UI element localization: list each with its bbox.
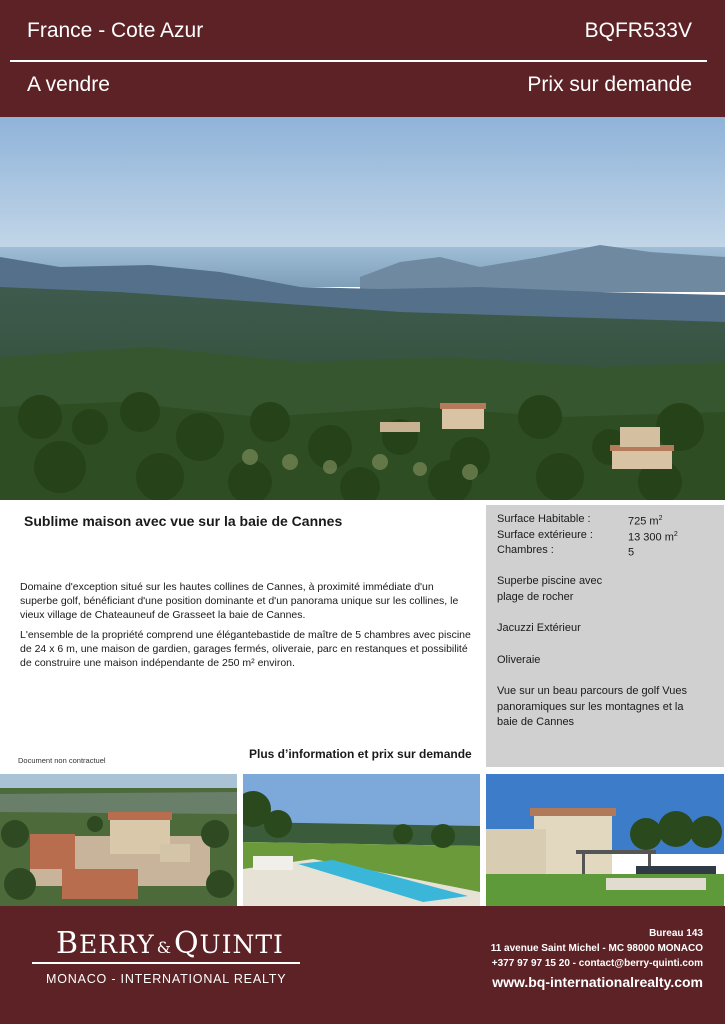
office-label: Bureau 143 (649, 928, 703, 939)
description-section (0, 500, 486, 772)
thumbnail-villa (486, 774, 724, 906)
header-divider (10, 60, 707, 62)
header-banner (0, 0, 725, 117)
feature-pool: Superbe piscine avec plage de rocher (497, 575, 603, 603)
spec-row-living-area (497, 512, 717, 526)
brand-tagline: MONACO - INTERNATIONAL REALTY (46, 972, 287, 986)
feature-jacuzzi: Jacuzzi Extérieur (497, 622, 581, 634)
description-paragraph-2: L'ensemble de la propriété comprend une élégantebastide de maître de 5 chambres avec piscine de 24 x 6 m, une maison de gardien, garages fermés, oliveraie, parc en restanques et possibilité de construire une maison indépendante de 250 m² environ. (20, 629, 471, 669)
specs-panel (486, 505, 724, 767)
spec-label: Surface extérieure : (497, 529, 593, 541)
reference-code: BQFR533V (584, 19, 692, 42)
brand-underline (32, 962, 300, 964)
feature-olive-grove: Oliveraie (497, 654, 541, 666)
spec-row-land-area (497, 528, 717, 542)
website-link[interactable]: www.bq-internationalrealty.com (492, 974, 703, 990)
spec-value: 725 $m^2$ (628, 515, 663, 528)
footer-banner (0, 906, 725, 1024)
spec-value: 13 300 $m^2$ (628, 531, 678, 544)
price-label: Prix sur demande (527, 73, 692, 96)
more-info-notice: Plus d’information et prix sur demande (249, 747, 472, 761)
thumbnail-aerial-view (0, 774, 237, 906)
contact-info: +377 97 97 15 20 - contact@berry-quinti.com (491, 958, 703, 969)
spec-label: Chambres : (497, 544, 554, 556)
office-address: 11 avenue Saint Michel - MC 98000 MONACO (490, 943, 703, 954)
listing-title: Sublime maison avec vue sur la baie de Cannes (24, 513, 343, 529)
spec-row-bedrooms (497, 543, 717, 557)
hero-photo-panorama (0, 117, 725, 500)
brand-logo: BERRY &QUINTI (56, 926, 284, 961)
feature-views: Vue sur un beau parcours de golf Vues panoramiques sur les montagnes et la baie de Cannes (497, 685, 687, 728)
sale-status: A vendre (27, 73, 110, 96)
disclaimer-note: Document non contractuel (18, 756, 106, 765)
description-paragraph-1: Domaine d'exception situé sur les hautes collines de Cannes, à proximité immédiate d'un superbe golf, bénéficiant d'une position dominante et d'un panorama unique sur les collines, le vieux village de Chateauneuf de Grasseet la baie de Cannes. (20, 581, 459, 621)
location-label: France - Cote Azur (27, 19, 204, 42)
thumbnail-pool (243, 774, 480, 906)
spec-value: 5 (628, 546, 635, 559)
spec-label: Surface Habitable : (497, 513, 591, 525)
